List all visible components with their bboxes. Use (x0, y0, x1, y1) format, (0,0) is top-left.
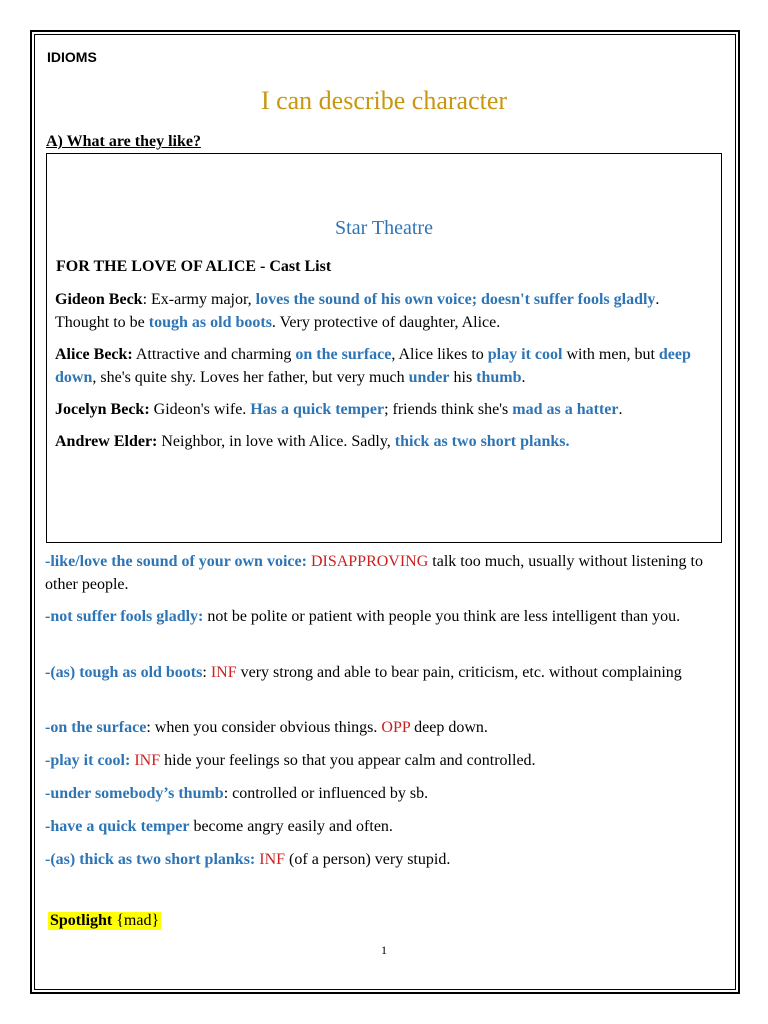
cast-entry-alice: Alice Beck: Attractive and charming on the surface, Alice likes to play it cool with men, but deep down, she's quite shy. Loves her father, but very much under his thumb. (55, 346, 691, 386)
usage-label: DISAPPROVING (306, 553, 429, 570)
idiom-highlight: mad as a hatter (512, 401, 619, 418)
idiom-highlight: thick as two short planks. (394, 433, 570, 450)
idiom-term: -under somebody’s thumb (45, 785, 224, 802)
character-name: Alice Beck: (55, 346, 133, 363)
theatre-name: Star Theatre (335, 217, 433, 239)
idiom-highlight: under (408, 369, 450, 386)
spotlight-label: Spotlight (50, 912, 113, 929)
definition-item: -not suffer fools gladly: not be polite or patient with people you think are less intelligent than you. (45, 608, 681, 625)
idiom-term: -have a quick temper (45, 818, 190, 835)
spotlight-text: {mad} (112, 912, 160, 929)
definition-item: -under somebody’s thumb: controlled or influenced by sb. (45, 785, 429, 802)
definition-item: -play it cool: INF hide your feelings so that you appear calm and controlled. (45, 752, 536, 769)
character-name: Jocelyn Beck: (55, 401, 150, 418)
usage-label: INF (255, 851, 286, 868)
idiom-highlight: Has a quick temper (250, 401, 385, 418)
play-title: FOR THE LOVE OF ALICE (56, 258, 257, 275)
idiom-term: -like/love the sound of your own voice: (45, 553, 307, 570)
cast-list-title (56, 255, 331, 278)
usage-label: INF (210, 664, 237, 681)
definition-item: -like/love the sound of your own voice: DISAPPROVING talk too much, usually without listening to other people. (45, 553, 703, 593)
section-heading: A) What are they like? (46, 133, 201, 150)
usage-label: INF (130, 752, 161, 769)
idiom-highlight: on the surface (295, 346, 392, 363)
page-title: I can describe character (260, 86, 508, 115)
definition-item: -have a quick temper become angry easily and often. (45, 818, 393, 835)
character-name: Andrew Elder: (55, 433, 158, 450)
cast-entry-andrew: Andrew Elder: Neighbor, in love with Alice. Sadly, thick as two short planks. (55, 433, 570, 450)
idiom-term: -on the surface (45, 719, 147, 736)
idiom-highlight: play it cool (487, 346, 563, 363)
idiom-highlight: thumb (476, 369, 522, 386)
header-label: IDIOMS (47, 49, 97, 65)
idiom-term: -not suffer fools gladly: (45, 608, 204, 625)
character-name: Gideon Beck (55, 291, 143, 308)
page-number: 1 (381, 943, 387, 957)
definition-item: -(as) thick as two short planks: INF (of a person) very stupid. (45, 851, 451, 868)
definition-item: -on the surface: when you consider obvious things. OPP deep down. (45, 719, 488, 736)
cast-entry-jocelyn: Jocelyn Beck: Gideon's wife. Has a quick temper; friends think she's mad as a hatter. (55, 401, 623, 418)
idiom-term: -(as) thick as two short planks: (45, 851, 256, 868)
spotlight-reference (48, 912, 161, 930)
definition-item: -(as) tough as old boots: INF very strong and able to bear pain, criticism, etc. without complaining (45, 664, 682, 681)
idiom-highlight: tough as old boots (148, 314, 272, 331)
cast-entry-gideon: Gideon Beck: Ex-army major, loves the sound of his own voice; doesn't suffer fools gladly. Thought to be tough as old boots. Very protective of daughter, Alice. (55, 291, 660, 331)
idiom-term: -play it cool: (45, 752, 131, 769)
cast-list-suffix: - Cast List (256, 258, 332, 275)
idiom-highlight: deep down (55, 346, 691, 386)
idiom-term: -(as) tough as old boots (45, 664, 203, 681)
usage-label: OPP (381, 719, 411, 736)
idiom-highlight: loves the sound of his own voice; doesn't suffer fools gladly (255, 291, 656, 308)
